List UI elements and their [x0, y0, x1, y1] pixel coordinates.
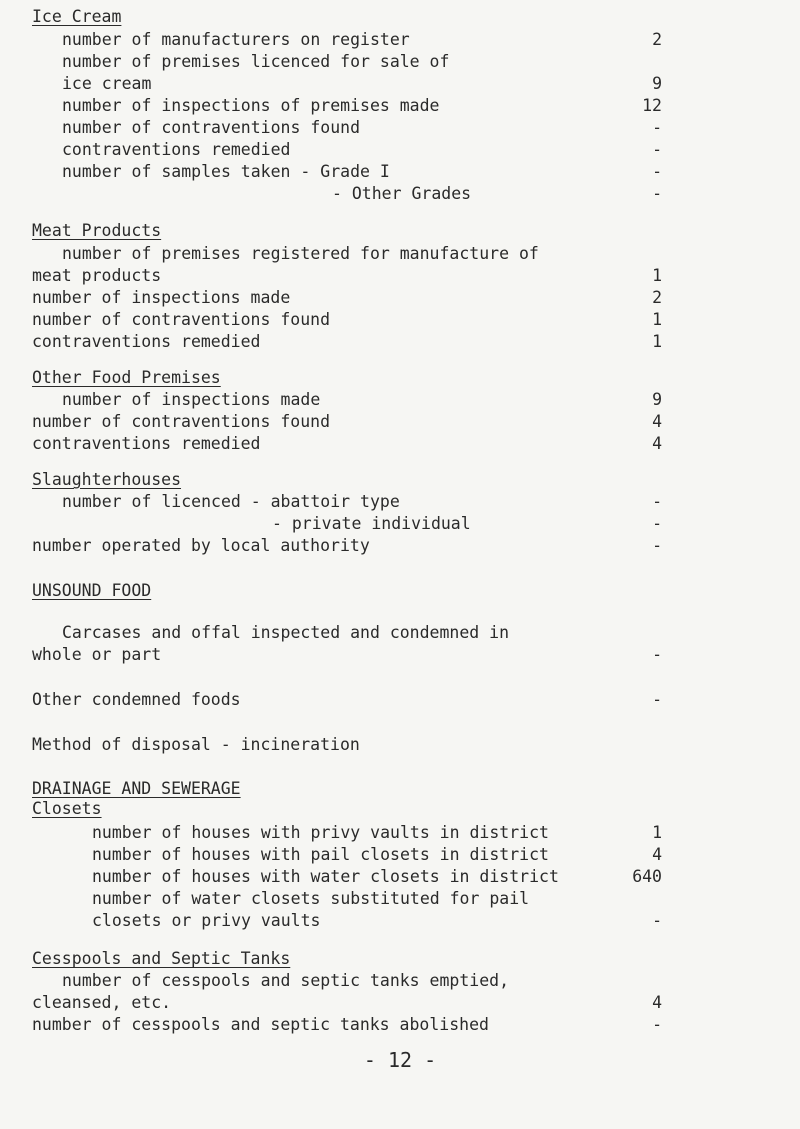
unsound-food-row: [0, 734, 800, 756]
row-value: 9: [652, 74, 662, 93]
row-label: number of contraventions found: [62, 118, 361, 137]
row-label: number of inspections of premises made: [62, 96, 440, 115]
ice-cream-row: [0, 161, 800, 183]
cesspools-row: [0, 992, 800, 1014]
row-label: - private individual: [272, 514, 471, 533]
row-label: meat products: [32, 266, 162, 285]
row-label: Other condemned foods: [32, 690, 241, 709]
unsound-food-heading: UNSOUND FOOD: [32, 581, 152, 600]
slaughterhouses-heading: Slaughterhouses: [32, 470, 182, 489]
meat-products-row: [0, 309, 800, 331]
unsound-food-row: [0, 689, 800, 711]
other-food-row: [0, 389, 800, 411]
slaughterhouses-row: [0, 491, 800, 513]
row-label: number of inspections made: [32, 288, 291, 307]
row-value: 1: [652, 332, 662, 351]
other-food-row: [0, 433, 800, 455]
row-value: -: [652, 162, 662, 181]
meat-products-row: [0, 243, 800, 265]
row-value: 9: [652, 390, 662, 409]
row-value: -: [652, 645, 662, 664]
drainage-heading: DRAINAGE AND SEWERAGE: [32, 779, 241, 798]
slaughterhouses-row: [0, 513, 800, 535]
row-value: -: [652, 118, 662, 137]
unsound-food-row: [0, 644, 800, 666]
closets-heading: Closets: [32, 799, 102, 818]
meat-products-heading: Meat Products: [32, 221, 162, 240]
closets-row: [0, 822, 800, 844]
row-label: whole or part: [32, 645, 162, 664]
row-value: 4: [652, 993, 662, 1012]
row-value: 640: [632, 867, 662, 886]
other-food-row: [0, 411, 800, 433]
cesspools-row: [0, 1014, 800, 1036]
closets-row: [0, 888, 800, 910]
row-label: contraventions remedied: [62, 140, 291, 159]
row-label: ice cream: [62, 74, 152, 93]
closets-row: [0, 866, 800, 888]
row-label: number of contraventions found: [32, 412, 331, 431]
row-value: -: [652, 911, 662, 930]
row-label: number of samples taken - Grade I: [62, 162, 390, 181]
row-value: 4: [652, 412, 662, 431]
cesspools-heading: Cesspools and Septic Tanks: [32, 949, 291, 968]
row-value: 4: [652, 434, 662, 453]
ice-cream-row: [0, 73, 800, 95]
page-number: - 12 -: [363, 1048, 437, 1072]
row-value: 1: [652, 310, 662, 329]
row-label: Carcases and offal inspected and condemned in: [62, 623, 510, 642]
row-label: number of houses with pail closets in district: [92, 845, 549, 864]
unsound-food-row: [0, 622, 800, 644]
row-value: -: [652, 184, 662, 203]
row-value: 1: [652, 823, 662, 842]
cesspools-row: [0, 970, 800, 992]
row-label: number of premises licenced for sale of: [62, 52, 450, 71]
row-label: number of water closets substituted for pail: [92, 889, 530, 908]
row-label: number of premises registered for manufacture of: [62, 244, 539, 263]
row-label: closets or privy vaults: [92, 911, 321, 930]
row-label: number of contraventions found: [32, 310, 331, 329]
ice-cream-heading: Ice Cream: [32, 7, 122, 26]
row-value: 12: [642, 96, 662, 115]
row-label: number of houses with water closets in district: [92, 867, 559, 886]
row-label: cleansed, etc.: [32, 993, 172, 1012]
row-label: number of cesspools and septic tanks emptied,: [62, 971, 510, 990]
row-value: 2: [652, 30, 662, 49]
row-label: contraventions remedied: [32, 434, 261, 453]
row-label: number of cesspools and septic tanks abolished: [32, 1015, 489, 1034]
ice-cream-row: [0, 183, 800, 205]
row-value: 4: [652, 845, 662, 864]
closets-row: [0, 844, 800, 866]
row-label: number of manufacturers on register: [62, 30, 410, 49]
row-label: number of licenced - abattoir type: [62, 492, 400, 511]
meat-products-row: [0, 331, 800, 353]
row-value: -: [652, 492, 662, 511]
row-label: number of houses with privy vaults in district: [92, 823, 549, 842]
row-value: -: [652, 140, 662, 159]
ice-cream-row: [0, 117, 800, 139]
ice-cream-row: [0, 29, 800, 51]
meat-products-row: [0, 265, 800, 287]
row-value: -: [652, 536, 662, 555]
ice-cream-row: [0, 95, 800, 117]
row-value: -: [652, 514, 662, 533]
ice-cream-row: [0, 139, 800, 161]
row-label: - Other Grades: [332, 184, 472, 203]
row-value: -: [652, 1015, 662, 1034]
row-label: number operated by local authority: [32, 536, 370, 555]
other-food-premises-heading: Other Food Premises: [32, 368, 221, 387]
row-value: 2: [652, 288, 662, 307]
row-label: contraventions remedied: [32, 332, 261, 351]
meat-products-row: [0, 287, 800, 309]
ice-cream-row: [0, 51, 800, 73]
row-label: number of inspections made: [62, 390, 321, 409]
row-value: -: [652, 690, 662, 709]
closets-row: [0, 910, 800, 932]
row-value: 1: [652, 266, 662, 285]
row-label: Method of disposal - incineration: [32, 735, 360, 754]
slaughterhouses-row: [0, 535, 800, 557]
